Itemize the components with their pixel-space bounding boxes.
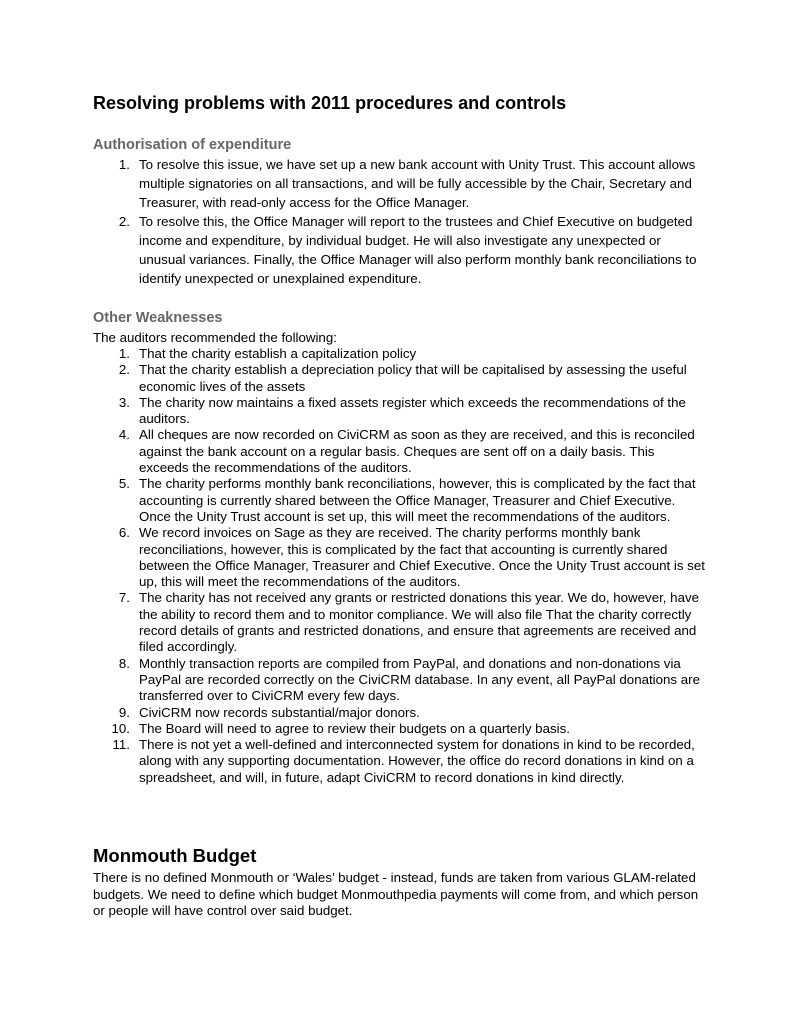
list-item: [93, 362, 705, 395]
budget-paragraph: There is no defined Monmouth or ‘Wales’ budget - instead, funds are taken from various GLAM-related budgets. We need to define which budget Monmouthpedia payments will come from, and which person or people will have control over said budget.: [93, 870, 699, 918]
list-item-number: 6.: [118, 525, 130, 541]
list-item-text: The charity now maintains a fixed assets register which exceeds the recommendations of the auditors.: [139, 394, 686, 427]
list-item-number: 2.: [118, 214, 130, 229]
list-item-text: All cheques are now recorded on CiviCRM as soon as they are received, and this is reconciled against the bank account on a regular basis. Cheques are sent off on a daily basis. This exceeds the recommendations of the auditors.: [139, 427, 695, 476]
section-heading-budget: Monmouth Budget: [93, 845, 257, 866]
list-item: [93, 346, 705, 362]
list-item-text: We record invoices on Sage as they are received. The charity performs monthly bank reconciliations, however, this is complicated by the fact that accounting is currently shared between the Office Manager, Treasurer and Chief Executive. Once the Unity Trust account is set up, this will meet the recommendations of the auditors.: [139, 525, 705, 590]
list-item: [93, 525, 705, 590]
authorisation-list: [93, 155, 705, 288]
list-item: [93, 737, 705, 786]
list-item: [93, 590, 705, 655]
list-item-text: To resolve this issue, we have set up a new bank account with Unity Trust. This account allows multiple signatories on all transactions, and will be fully accessible by the Chair, Secretary and Treasurer, with read-only access for the Office Manager.: [139, 157, 696, 210]
list-item-number: 8.: [118, 655, 130, 671]
list-item-text: There is not yet a well-defined and interconnected system for donations in kind to be recorded, along with any supporting documentation. However, the office do record donations in kind on a spreadsheet, and will, in future, adapt CiviCRM to record donations in kind directly.: [139, 737, 695, 785]
section-heading-weaknesses: Other Weaknesses: [93, 310, 223, 326]
list-item: [93, 155, 705, 212]
weaknesses-intro: The auditors recommended the following:: [93, 330, 337, 345]
list-item-number: 1.: [118, 157, 130, 172]
list-item: [93, 476, 705, 525]
list-item: [93, 395, 705, 428]
list-item: [93, 705, 705, 721]
list-item: [93, 427, 705, 476]
section-heading-authorisation: Authorisation of expenditure: [93, 137, 292, 153]
list-item-text: The charity has not received any grants or restricted donations this year. We do, however, have the ability to record them and to monitor compliance. We will also file That the charity correctly record details of grants and restricted donations, and ensure that agreements are received and filed accordingly.: [139, 590, 700, 655]
list-item-number: 1.: [118, 346, 130, 361]
list-item-number: 11.: [112, 737, 130, 753]
list-item-text: That the charity establish a depreciation policy that will be capitalised by assessing the useful economic lives of the assets: [139, 362, 687, 394]
list-item-number: 7.: [118, 590, 130, 606]
list-item: [93, 721, 705, 737]
list-item-number: 2.: [118, 362, 130, 378]
list-item: [93, 656, 705, 705]
list-item-text: The charity performs monthly bank reconciliations, however, this is complicated by the fact that accounting is currently shared between the Office Manager, Treasurer and Chief Executive. Once the Unity Trust account is set up, this will meet the recommendations of the auditors.: [139, 476, 696, 524]
list-item-text: To resolve this, the Office Manager will report to the trustees and Chief Executive on budgeted income and expenditure, by individual budget. He will also investigate any unexpected or unusual variances. Finally, the Office Manager will also perform monthly bank reconciliations to identify unexpected or unexplained expenditure.: [139, 214, 697, 286]
list-item-text: CiviCRM now records substantial/major donors.: [139, 704, 420, 720]
list-item-number: 5.: [118, 476, 130, 492]
page-title: Resolving problems with 2011 procedures and controls: [93, 93, 567, 113]
list-item-number: 3.: [118, 394, 130, 410]
list-item-text: Monthly transaction reports are compiled from PayPal, and donations and non-donations via PayPal are recorded correctly on the CiviCRM database. In any event, all PayPal donations are transferred over to CiviCRM every few days.: [139, 655, 700, 704]
list-item: [93, 212, 705, 288]
list-item-text: The Board will need to agree to review their budgets on a quarterly basis.: [139, 720, 570, 736]
weaknesses-list: [93, 346, 705, 786]
list-item-number: 10.: [111, 720, 130, 736]
list-item-text: That the charity establish a capitalization policy: [139, 346, 417, 361]
list-item-number: 4.: [118, 427, 130, 443]
list-item-number: 9.: [118, 704, 130, 720]
